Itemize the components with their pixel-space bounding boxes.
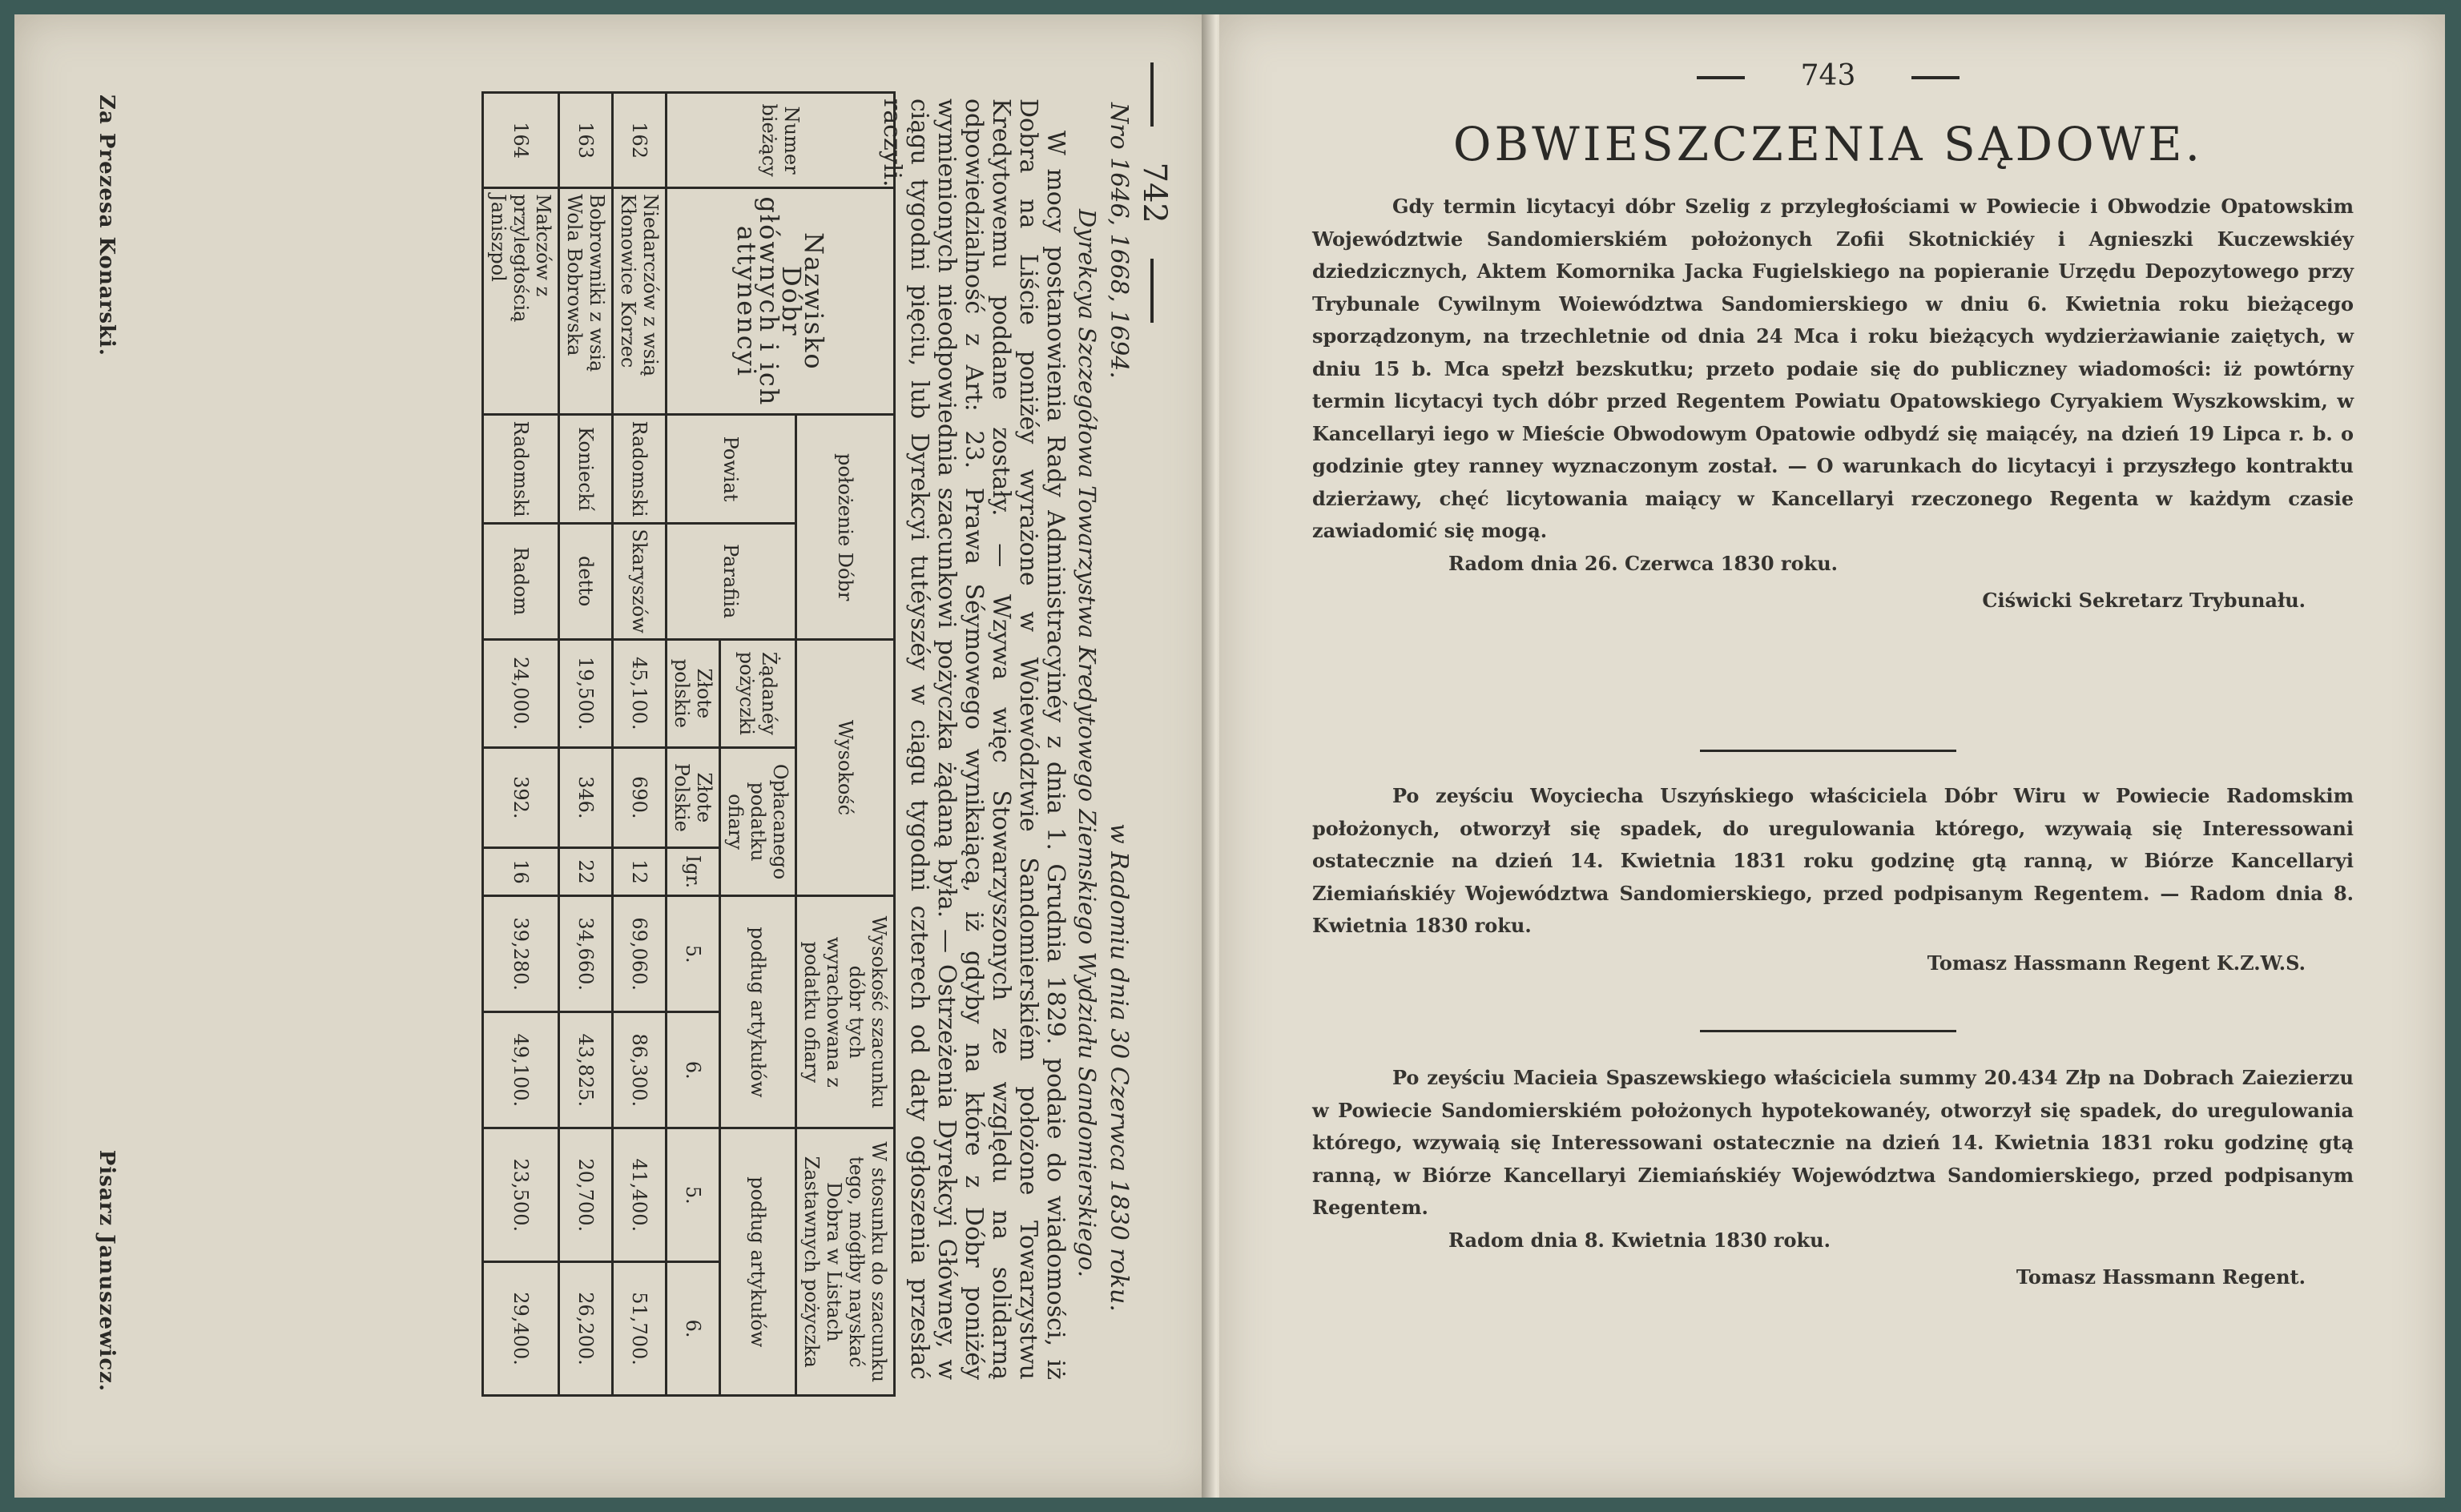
header-estate-name: Nazwisko Dóbr głównych i ich attynencyi (667, 188, 895, 415)
row-groszy: 12 (613, 847, 667, 895)
row-tax: 690. (613, 747, 667, 847)
row-valuation-art6: 43,825. (559, 1012, 613, 1128)
row-valuation-art5: 34,660. (559, 896, 613, 1012)
table-header-row (796, 93, 895, 1396)
header-ratio: W stosunku do szacunku tego, mógłby nayskać Dobra w Listach Zastawnych pożyczka (796, 1128, 895, 1396)
right-page-header (1428, 59, 2229, 92)
row-requested-loan: 45,100. (613, 639, 667, 747)
separator-line (1700, 1030, 1956, 1032)
table-row (613, 93, 667, 1396)
notice-text: Po zeyściu Macieia Spaszewskiego właściciela summy 20.434 Złp na Dobrach Zaiezierzu w Powiecie Sandomierskiém położonych hypotekowanéy, otworzył się spadek, do uregulowania którego, wzywaią się Interessowani ostatecznie na dzień 14. Kwietnia 1831 roku godzinę gtą ranną, w Biórze Kancellaryi Ziemiańskiéy Województwa Sandomierskiego, przed podpisanym Regentem. (1312, 1066, 2354, 1219)
header-art6-b: 6. (667, 1262, 720, 1396)
notice-body (878, 99, 1069, 1380)
row-ratio-art6: 51,700. (613, 1262, 667, 1396)
row-number: 162 (613, 93, 667, 188)
notice-issuer: Dyrekcya Szczegółowa Towarzystwa Kredytowego Ziemskiego Wydziału Sandomierskiego. (1073, 208, 1101, 1278)
notice-text: Po zeyściu Woyciecha Uszyńskiego właściciela Dóbr Wiru w Powiecie Radomskim położonych, otworzył się spadek, do uregulowania którego, wzywaią się Interessowani ostatecznie na dzień 14. Kwietnia 1831 roku godzinę gtą ranną, w Biórze Kancellaryi Ziemiańskiéy Województwa Sandomierskiego, przed podpisanym Regentem. — Radom dnia 8. Kwietnia 1830 roku. (1312, 784, 2354, 937)
row-ratio-art5: 41,400. (613, 1128, 667, 1262)
header-dash (1697, 76, 1745, 79)
row-tax: 392. (483, 747, 559, 847)
notice-location-date: w Radomiu dnia 30 Czerwca 1830 roku. (1105, 823, 1133, 1312)
notice-number-line (1105, 103, 1133, 1384)
row-estate-name: Małczów z przyległością Janiszpol (483, 188, 559, 415)
notice-signature: Tomasz Hassmann Regent K.Z.W.S. (1927, 951, 2306, 975)
separator-line (1700, 750, 1956, 752)
row-ratio-art5: 23,500. (483, 1128, 559, 1262)
row-valuation-art5: 69,060. (613, 896, 667, 1012)
notice-inheritance-spaszewski (1312, 1062, 2354, 1294)
row-powiat: Radomski (483, 415, 559, 523)
row-estate-name: Niedarczów z wsią Kłonowice Korzec (613, 188, 667, 415)
row-requested-loan: 24,000. (483, 639, 559, 747)
row-requested-loan: 19,500. (559, 639, 613, 747)
notice-number: Nro 1646, 1668, 1694. (1105, 103, 1133, 379)
row-estate-name: Bobrowniki z wsią Wola Bobrowska (559, 188, 613, 415)
row-number: 163 (559, 93, 613, 188)
row-parafia: Radom (483, 523, 559, 639)
left-page-number: 742 (1136, 162, 1173, 223)
left-page (14, 14, 1216, 1498)
notice-date: Radom dnia 26. Czerwca 1830 roku. (1448, 551, 1839, 575)
notice-text: Gdy termin licytacyi dóbr Szelig z przyległościami w Powiecie i Obwodzie Opatowskim Województwie Sandomierskiém położonych Zofii Skotnickiéy i Agnieszki Kuczewskiéy dziedzicznych, Aktem Komornika Jacka Fugielskiego na popieranie Urzędu Depozytowego przy Trybunale Cywilnym Woiewództwa Sandomierskiego w dniu 6. Kwietnia roku bieżącego sporządzonym, na trzechletnie od dnia 24 Mca i roku bieżących wydzierżawianie zaiętych, w dniu 15 b. Mca spełzł bezskutku; przeto podaie się do publiczney wiadomości: iż powtórny termin licytacyi tych dóbr przed Regentem Powiatu Opatowskiego Cyryakiem Wyszkowskim, w Kancellaryi iego w Mieście Obwodowym Opatowie odbydź się maiącéy, na dzień 19 Lipca r. b. o godzinie gtey ranney wyznaczonym został. — O warunkach do licytacyi i przyszłego kontraktu dzierżawy, chęć licytowania maiący w Kancellaryi rzeczonego Regenta w każdym czasie zawiadomić się mogą. (1312, 195, 2354, 542)
header-powiat: Powiat (667, 415, 796, 523)
right-page-number: 743 (1800, 59, 1856, 92)
table-row (559, 93, 613, 1396)
row-groszy: 22 (559, 847, 613, 895)
row-powiat: Radomski (613, 415, 667, 523)
row-valuation-art6: 86,300. (613, 1012, 667, 1128)
left-page-header (1136, 62, 1173, 1424)
row-ratio-art5: 20,700. (559, 1128, 613, 1262)
table-row (483, 93, 559, 1396)
header-parafia: Parafiia (667, 523, 796, 639)
header-dash (1150, 62, 1154, 127)
row-valuation-art5: 39,280. (483, 896, 559, 1012)
notice-signature: Tomasz Hassmann Regent. (2016, 1265, 2306, 1289)
row-powiat: Konieckí (559, 415, 613, 523)
header-valuation: Wysokość szacunku dóbr tych wyrachowana z podatku ofiary (796, 896, 895, 1128)
notice-body-text: W mocy postanowienia Rady Administracyinéy z dnia 1. Grudnia 1829. podaie do wiadomości, iż Dobra na Liście poniżéy wyrażone w Woiewództwie Sandomierskiém położone Towarzystwu Kredytowemu poddane zostały. — Wzywa więc Stowarzyszonych ze względu na solidarną odpowiedzialność z Art: 23. Prawa Séymowego wynikaiącą, iż gdyby na które z Dóbr poniżéy wymienionych nieodpowiednia szacunkowi pożyczka żądaną była. — Ostrzeżenia Dyrekcyi Główney, w ciągu tygodni pięciu, lub Dyrekcyi tutéyszéy w ciągu tygodni czterech od daty ogłoszenia przesłać raczyli. (878, 99, 1069, 1380)
notice-auction-szelig (1312, 191, 2354, 617)
header-location: położenie Dóbr (796, 415, 895, 639)
header-art6-a: 6. (667, 1012, 720, 1128)
footer-clerk-signature: Pisarz Januszewicz. (95, 1149, 119, 1392)
row-tax: 346. (559, 747, 613, 847)
notice-signature: Ciświcki Sekretarz Trybunału. (1982, 589, 2306, 612)
row-number: 164 (483, 93, 559, 188)
header-art5-b: 5. (667, 1128, 720, 1262)
notice-date: Radom dnia 8. Kwietnia 1830 roku. (1448, 1228, 1831, 1252)
notice-inheritance-uszynski (1312, 780, 2354, 979)
row-parafia: detto (559, 523, 613, 639)
row-parafia: Skaryszów (613, 523, 667, 639)
header-dash (1150, 259, 1154, 323)
section-title: OBWIESZCZENIA SĄDOWE. (1452, 117, 2204, 171)
row-ratio-art6: 26,200. (559, 1262, 613, 1396)
header-by-articles-a: podług artykułów (720, 896, 796, 1128)
left-page-footer (95, 94, 119, 1392)
header-art5-a: 5. (667, 896, 720, 1012)
header-dash (1911, 76, 1960, 79)
header-requested-loan: Żądanéy pożyczki (720, 639, 796, 747)
row-groszy: 16 (483, 847, 559, 895)
header-paid-tax: Opłacanego podatku ofiary (720, 747, 796, 895)
header-zlote-polskie: Złote polskie (667, 639, 720, 747)
right-page (1219, 14, 2445, 1498)
header-by-articles-b: podług artykułów (720, 1128, 796, 1396)
header-groszy: Igr. (667, 847, 720, 895)
row-ratio-art6: 29,400. (483, 1262, 559, 1396)
row-valuation-art6: 49,100. (483, 1012, 559, 1128)
footer-president-signature: Za Prezesa Konarski. (95, 94, 119, 356)
estates-table (481, 91, 896, 1397)
left-page-rotated-content (14, 14, 1216, 1498)
header-number: Numer bieżący (667, 93, 895, 188)
header-height: Wysokość (796, 639, 895, 895)
header-zlote-polskie-2: Złote Polskie (667, 747, 720, 847)
